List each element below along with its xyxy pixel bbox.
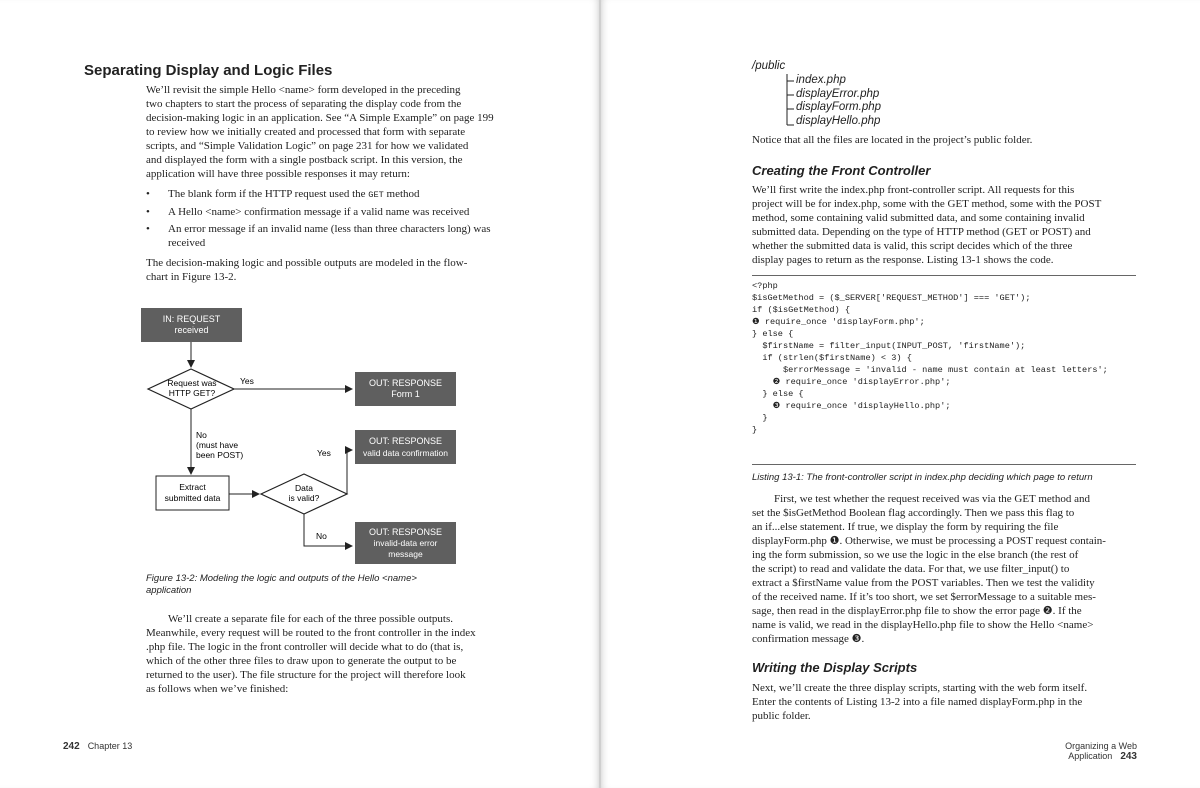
code-line: } else { <box>752 329 794 339</box>
para-line: submitted data. Depending on the type of HTTP method (GET or POST) and <box>752 226 1091 238</box>
intro-line: We’ll revisit the simple Hello <name> form developed in the preceding <box>146 84 461 96</box>
front-controller-paragraph <box>752 183 1172 267</box>
para-line: displayForm.php ❶. Otherwise, we must be processing a POST request contain- <box>752 535 1106 547</box>
section-title: Separating Display and Logic Files <box>84 62 333 79</box>
code-listing <box>752 280 1136 436</box>
left-page <box>0 0 599 788</box>
out-form-label: OUT: RESPONSE <box>368 378 443 388</box>
para-line: Enter the contents of Listing 13-2 into a file named displayForm.php in the <box>752 696 1083 708</box>
closing-line: Meanwhile, every request will be routed to the front controller in the index <box>146 627 476 639</box>
para-line: method, some containing valid submitted data, and some containing invalid <box>752 212 1085 224</box>
tree-root: /public <box>752 60 786 72</box>
code-line: } <box>752 413 768 423</box>
out-error-label: message <box>388 549 423 559</box>
flowchart-figure <box>140 300 470 570</box>
intro-line: to review how we initially created and processed that form with separate <box>146 126 466 138</box>
page-number: 242 <box>63 741 80 752</box>
figure-caption <box>146 573 526 597</box>
out-error-label: OUT: RESPONSE <box>368 527 443 537</box>
list-item: • The blank form if the HTTP request used the GET method <box>146 187 530 202</box>
caption-line: Figure 13-2: Modeling the logic and outputs of the Hello <name> <box>146 573 417 584</box>
code-line: } else { <box>752 389 804 399</box>
tree-note: Notice that all the files are located in the project’s public folder. <box>752 134 1033 146</box>
display-scripts-paragraph <box>752 681 1172 723</box>
subsection-title: Creating the Front Controller <box>752 163 931 178</box>
intro-paragraph <box>146 83 546 181</box>
code-line: if ($isGetMethod) { <box>752 305 850 315</box>
decision-get-label: HTTP GET? <box>168 388 216 398</box>
running-head: Organizing a Web Application <box>1065 741 1137 761</box>
yes-label: Yes <box>240 376 254 386</box>
para-line: of the received name. If it’s too short, we set $errorMessage to a suitable mes- <box>752 591 1096 603</box>
para-line: public folder. <box>752 710 811 722</box>
closing-line: as follows when we’ve finished: <box>146 683 289 695</box>
decision-get-label: Request was <box>167 378 217 388</box>
para-line: confirmation message ❸. <box>752 633 865 645</box>
decision-valid-label: is valid? <box>288 493 320 503</box>
code-line: <?php <box>752 281 778 291</box>
left-footer <box>63 741 132 752</box>
code-line: $errorMessage = 'invalid - name must contain at least letters'; <box>752 365 1108 375</box>
intro-line: decision-making logic in an application. See “A Simple Example” on page 199 <box>146 112 494 124</box>
para-line: whether the submitted data is valid, this script decides which of the three <box>752 240 1073 252</box>
intro-line: two chapters to start the process of separating the display code from the <box>146 98 462 110</box>
code-line: ❶ require_once 'displayForm.php'; <box>752 317 925 327</box>
no-label: (must have <box>196 440 239 450</box>
para-line: display pages to return as the response. Listing 13-1 shows the code. <box>752 254 1054 266</box>
in-request-label: IN: REQUEST <box>162 314 221 324</box>
closing-line: .php file. The logic in the front controller will decide what to do (that is, <box>146 641 464 653</box>
code-line: ❸ require_once 'displayHello.php'; <box>752 401 951 411</box>
no-label: been POST) <box>196 450 244 460</box>
page-number: 243 <box>1120 751 1137 762</box>
closing-line: returned to the user). The file structure for the project will therefore look <box>146 669 466 681</box>
tree-file: displayForm.php <box>796 101 882 113</box>
out-form-label: Form 1 <box>391 389 420 399</box>
flow-intro-line: The decision-making logic and possible outputs are modeled in the flow- <box>146 257 468 269</box>
extract-label: Extract <box>179 482 206 492</box>
para-line: ing the form submission, so we use the logic in the else branch (the rest of <box>752 549 1079 561</box>
listing-bottom-rule <box>752 464 1136 465</box>
extract-label: submitted data <box>164 493 221 503</box>
code-line: if (strlen($firstName) < 3) { <box>752 353 912 363</box>
list-item: • A Hello <name> confirmation message if a valid name was received <box>146 205 530 219</box>
flow-intro <box>146 256 546 284</box>
closing-line: which of the other three files to draw upon to generate the output to be <box>146 655 457 667</box>
out-error-label: invalid-data error <box>373 538 438 548</box>
tree-file: index.php <box>796 74 846 86</box>
no-label: No <box>316 531 327 541</box>
right-footer <box>1009 741 1137 762</box>
flow-intro-line: chart in Figure 13-2. <box>146 271 237 283</box>
para-line: set the $isGetMethod Boolean flag accordingly. Then we pass this flag to <box>752 507 1075 519</box>
para-line: Next, we’ll create the three display scripts, starting with the web form itself. <box>752 682 1088 694</box>
closing-line: We’ll create a separate file for each of the three possible outputs. <box>168 613 453 625</box>
listing-caption: Listing 13-1: The front-controller script in index.php deciding which page to return <box>752 472 1093 483</box>
file-tree <box>752 60 785 74</box>
tree-file: displayError.php <box>796 87 880 100</box>
code-line: } <box>752 425 758 435</box>
right-page <box>601 0 1200 788</box>
closing-paragraph <box>146 612 546 696</box>
intro-line: scripts, and “Simple Validation Logic” on page 231 for how we validated <box>146 140 469 152</box>
list-item: • An error message if an invalid name (less than three characters long) was received <box>146 222 530 250</box>
code-line: $isGetMethod = ($_SERVER['REQUEST_METHOD'] === 'GET'); <box>752 293 1031 303</box>
code-line: $firstName = filter_input(INPUT_POST, 'firstName'); <box>752 341 1026 351</box>
para-line: an if...else statement. If true, we display the form by requiring the file <box>752 521 1059 533</box>
running-head: Chapter 13 <box>87 741 133 751</box>
out-valid-label: valid data confirmation <box>362 448 449 458</box>
listing-top-rule <box>752 275 1136 276</box>
intro-line: and displayed the form with a single postback script. In this version, the <box>146 154 463 166</box>
tree-lines <box>784 74 796 132</box>
para-line: extract a $firstName value from the POST variables. Then we test the validity <box>752 577 1095 589</box>
subsection-title: Writing the Display Scripts <box>752 660 918 675</box>
yes-label: Yes <box>317 448 331 458</box>
para-line: sage, then read in the displayError.php file to show the error page ❷. If the <box>752 605 1082 617</box>
tree-file: displayHello.php <box>796 114 881 127</box>
caption-line: application <box>146 585 192 596</box>
para-line: project will be for index.php, some with the GET method, some with the POST <box>752 198 1102 210</box>
para-line: We’ll first write the index.php front-controller script. All requests for this <box>752 184 1075 196</box>
code-line: ❷ require_once 'displayError.php'; <box>752 377 951 387</box>
response-list <box>146 187 530 253</box>
out-valid-label: OUT: RESPONSE <box>368 436 443 446</box>
flow-arrow <box>347 450 352 494</box>
flow-arrow <box>304 514 352 546</box>
para-line: First, we test whether the request received was via the GET method and <box>774 493 1090 505</box>
explanation-paragraph <box>752 492 1172 646</box>
in-request-label: received <box>174 325 209 335</box>
intro-line: application will have three possible responses it may return: <box>146 168 410 180</box>
no-label: No <box>196 430 207 440</box>
decision-valid-label: Data <box>295 483 313 493</box>
para-line: the script) to read and validate the data. For that, we use filter_input() to <box>752 563 1070 575</box>
tree-files <box>796 74 881 128</box>
para-line: name is valid, we read in the displayHello.php file to show the Hello <name> <box>752 619 1094 631</box>
